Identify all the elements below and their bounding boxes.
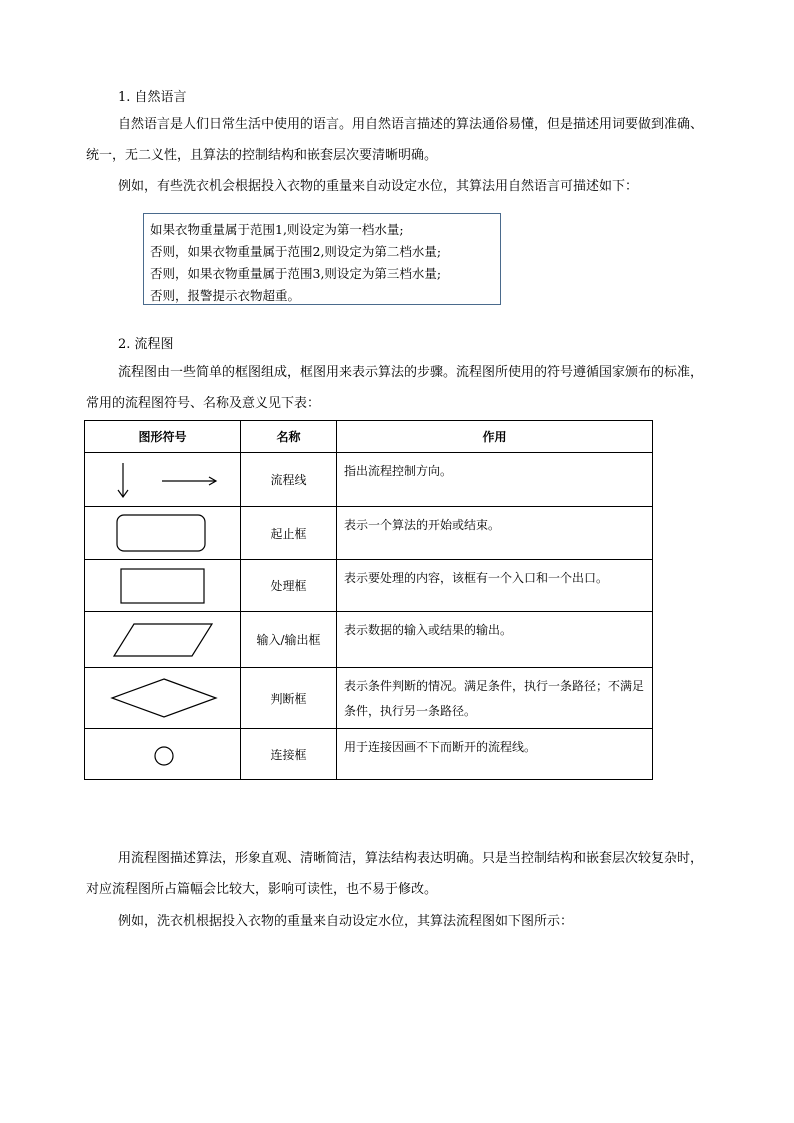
table-row <box>85 560 653 612</box>
algorithm-line: 如果衣物重量属于范围1,则设定为第一档水量; <box>150 222 404 237</box>
rounded-rectangle-icon <box>85 507 241 560</box>
flow-arrows-icon <box>85 453 241 507</box>
table-row <box>85 507 653 560</box>
symbol-name: 起止框 <box>241 507 337 560</box>
algorithm-text-box <box>143 213 501 305</box>
paragraph-flowchart-example: 例如，洗衣机根据投入衣物的重量来自动设定水位，其算法流程图如下图所示： <box>118 914 574 929</box>
symbol-description: 表示数据的输入或结果的输出。 <box>337 612 653 668</box>
table-header-row <box>85 421 653 453</box>
header-name: 名称 <box>241 421 337 453</box>
symbol-description: 表示一个算法的开始或结束。 <box>337 507 653 560</box>
paragraph-flowchart-pros-cons: 用流程图描述算法，形象直观、清晰简洁，算法结构表达明确。只是当控制结构和嵌套层次较复杂时，对应流程图所占篇幅会比较大，影响可读性，也不易于修改。 <box>86 851 704 897</box>
table-row <box>85 729 653 780</box>
section-heading-natural-language: 1. 自然语言 <box>118 90 187 105</box>
table-row <box>85 612 653 668</box>
header-symbol: 图形符号 <box>85 421 241 453</box>
table-row <box>85 668 653 729</box>
symbol-description: 表示条件判断的情况。满足条件，执行一条路径；不满足条件，执行另一条路径。 <box>337 668 653 729</box>
paragraph-flowchart-intro: 流程图由一些简单的框图组成，框图用来表示算法的步骤。流程图所使用的符号遵循国家颁布的标准，常用的流程图符号、名称及意义见下表： <box>86 365 704 411</box>
symbol-name: 判断框 <box>241 668 337 729</box>
symbol-description: 用于连接因画不下而断开的流程线。 <box>337 729 653 780</box>
section-heading-flowchart: 2. 流程图 <box>118 337 174 352</box>
header-purpose: 作用 <box>337 421 653 453</box>
symbol-name: 输入/输出框 <box>241 612 337 668</box>
algorithm-line: 否则，如果衣物重量属于范围3,则设定为第三档水量; <box>150 266 442 281</box>
symbol-name: 流程线 <box>241 453 337 507</box>
diamond-icon <box>85 668 241 729</box>
circle-icon <box>85 729 241 780</box>
rectangle-icon <box>85 560 241 612</box>
paragraph-natural-language-example: 例如，有些洗衣机会根据投入衣物的重量来自动设定水位，其算法用自然语言可描述如下： <box>118 179 639 194</box>
parallelogram-icon <box>85 612 241 668</box>
paragraph-natural-language-intro: 自然语言是人们日常生活中使用的语言。用自然语言描述的算法通俗易懂，但是描述用词要做到准确、统一，无二义性，且算法的控制结构和嵌套层次要清晰明确。 <box>86 117 704 163</box>
table-row <box>85 453 653 507</box>
algorithm-line: 否则，如果衣物重量属于范围2,则设定为第二档水量; <box>150 244 442 259</box>
algorithm-line: 否则，报警提示衣物超重。 <box>150 288 301 303</box>
symbol-name: 连接框 <box>241 729 337 780</box>
flowchart-symbol-table <box>84 420 653 780</box>
symbol-description: 指出流程控制方向。 <box>337 453 653 507</box>
symbol-name: 处理框 <box>241 560 337 612</box>
symbol-description: 表示要处理的内容，该框有一个入口和一个出口。 <box>337 560 653 612</box>
